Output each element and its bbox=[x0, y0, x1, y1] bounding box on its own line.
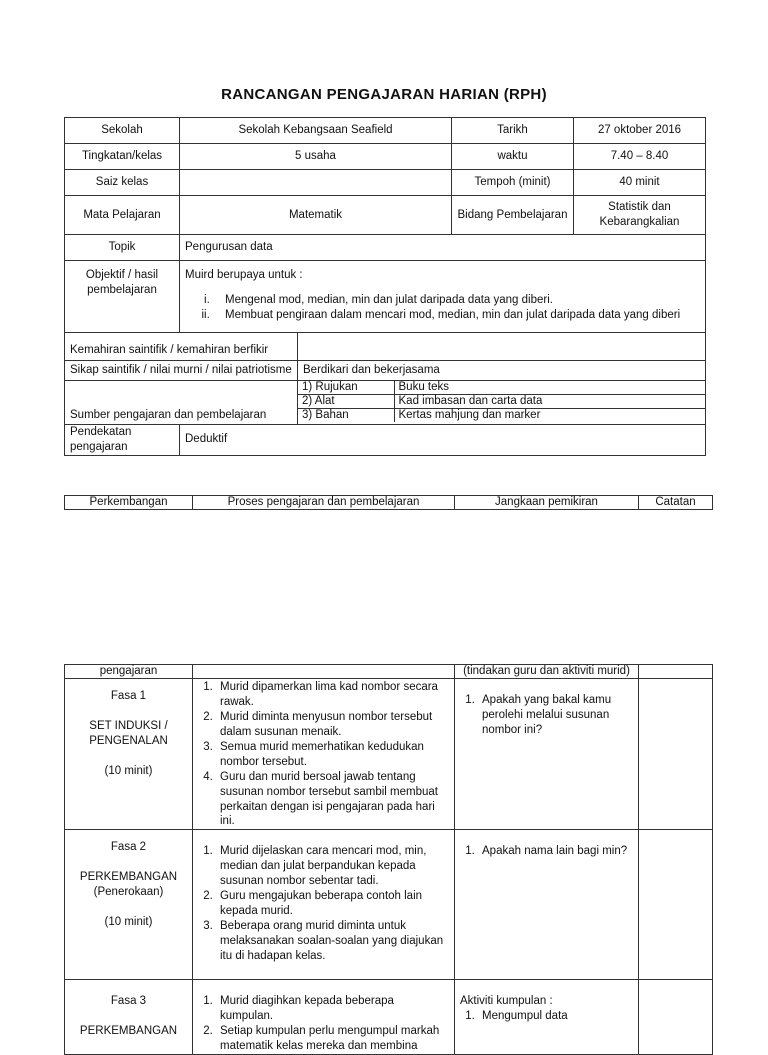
fasa-name: Fasa 2 bbox=[110, 841, 147, 854]
row-mata-pelajaran bbox=[65, 196, 706, 235]
subheader-empty bbox=[193, 665, 455, 679]
document-title: RANCANGAN PENGAJARAN HARIAN (RPH) bbox=[221, 86, 547, 103]
lesson-info-table bbox=[64, 117, 706, 456]
fasa-stage: SET INDUKSI / PENGENALAN bbox=[89, 719, 168, 747]
activity-header-table bbox=[64, 495, 713, 510]
thinking-item: 1. Apakah nama lain bagi min? bbox=[478, 844, 633, 859]
fasa-2-thinking bbox=[455, 830, 639, 980]
fasa-name: Fasa 3 bbox=[110, 995, 147, 1008]
tarikh-label: Tarikh bbox=[452, 118, 574, 144]
process-list bbox=[198, 844, 449, 964]
objektif-label: Objektif / hasil pembelajaran bbox=[65, 261, 180, 333]
process-item: 4. Guru dan murid bersoal jawab tentang susunan nombor tersebut sambil membuat perkaitan dengan isi pengajaran pada hari ini. bbox=[216, 770, 449, 830]
fasa-3-thinking bbox=[455, 980, 639, 1055]
row-objektif bbox=[65, 261, 706, 333]
tarikh-value: 27 oktober 2016 bbox=[574, 118, 706, 144]
sumber-item bbox=[298, 409, 705, 423]
row-sumber bbox=[65, 381, 706, 425]
row-kemahiran bbox=[65, 333, 706, 361]
header-perkembangan: Perkembangan bbox=[65, 496, 193, 510]
activity-table bbox=[64, 664, 713, 1055]
pendekatan-label: Pendekatan pengajaran bbox=[65, 425, 180, 456]
thinking-intro: Aktiviti kumpulan : bbox=[460, 995, 553, 1008]
sikap-value: Berdikari dan bekerjasama bbox=[298, 361, 706, 381]
objektif-list bbox=[185, 293, 700, 323]
process-item: 2. Guru mengajukan beberapa contoh lain kepada murid. bbox=[216, 889, 449, 919]
mata-value: Matematik bbox=[180, 196, 452, 235]
process-item: 1. Murid dijelaskan cara mencari mod, min, median dan julat berpandukan kepada susunan nombor sebentar tadi. bbox=[216, 844, 449, 889]
fasa-1-thinking bbox=[455, 679, 639, 830]
fasa-3-catatan bbox=[639, 980, 713, 1055]
mata-label: Mata Pelajaran bbox=[65, 196, 180, 235]
fasa-time: (10 minit) bbox=[104, 764, 153, 777]
subheader-pengajaran: pengajaran bbox=[65, 665, 193, 679]
header-catatan: Catatan bbox=[639, 496, 713, 510]
fasa-2-catatan bbox=[639, 830, 713, 980]
objektif-item: i. Mengenal mod, median, min dan julat daripada data yang diberi. bbox=[213, 293, 700, 308]
bidang-label: Bidang Pembelajaran bbox=[452, 196, 574, 235]
kemahiran-label: Kemahiran saintifik / kemahiran berfikir bbox=[65, 333, 298, 361]
topik-value: Pengurusan data bbox=[180, 235, 706, 261]
fasa-2-process bbox=[193, 830, 455, 980]
process-item: 3. Semua murid memerhatikan kedudukan nombor tersebut. bbox=[216, 740, 449, 770]
row-topik bbox=[65, 235, 706, 261]
sumber-list bbox=[298, 381, 705, 422]
waktu-value: 7.40 – 8.40 bbox=[574, 144, 706, 170]
fasa-1-process bbox=[193, 679, 455, 830]
tempoh-value: 40 minit bbox=[574, 170, 706, 196]
sekolah-label: Sekolah bbox=[65, 118, 180, 144]
sumber-item-value: Kertas mahjung dan marker bbox=[394, 409, 705, 423]
row-kelas bbox=[65, 144, 706, 170]
process-item: 1. Murid diagihkan kepada beberapa kumpulan. bbox=[216, 994, 449, 1024]
process-item: 1. Murid dipamerkan lima kad nombor secara rawak. bbox=[216, 680, 449, 710]
fasa-stage: PERKEMBANGAN bbox=[79, 871, 178, 884]
kelas-value: 5 usaha bbox=[180, 144, 452, 170]
pendekatan-value: Deduktif bbox=[180, 425, 706, 456]
sumber-item-name: 3) Bahan bbox=[298, 409, 394, 423]
process-item: 3. Beberapa orang murid diminta untuk melaksanakan soalan-soalan yang diajukan itu di hadapan kelas. bbox=[216, 919, 449, 964]
activity-header-row bbox=[65, 496, 713, 510]
sumber-item bbox=[298, 381, 705, 395]
fasa-2-label bbox=[65, 830, 193, 980]
fasa-1-row bbox=[65, 679, 713, 830]
thinking-list bbox=[460, 1009, 633, 1024]
fasa-1-catatan bbox=[639, 679, 713, 830]
subheader-catatan-empty bbox=[639, 665, 713, 679]
fasa-stage: PERKEMBANGAN bbox=[79, 1025, 178, 1038]
kelas-label: Tingkatan/kelas bbox=[65, 144, 180, 170]
row-saiz bbox=[65, 170, 706, 196]
kemahiran-value bbox=[298, 333, 706, 361]
saiz-value bbox=[180, 170, 452, 196]
fasa-2-row bbox=[65, 830, 713, 980]
saiz-label: Saiz kelas bbox=[65, 170, 180, 196]
row-sekolah bbox=[65, 118, 706, 144]
bidang-value: Statistik dan Kebarangkalian bbox=[574, 196, 706, 235]
thinking-item: 1. Apakah yang bakal kamu perolehi melalui susunan nombor ini? bbox=[478, 693, 633, 738]
sumber-item-name: 1) Rujukan bbox=[298, 381, 394, 395]
sumber-item-value: Buku teks bbox=[394, 381, 705, 395]
process-list bbox=[198, 994, 449, 1054]
sumber-item bbox=[298, 395, 705, 409]
sumber-content bbox=[298, 381, 706, 425]
fasa-3-row bbox=[65, 980, 713, 1055]
header-proses: Proses pengajaran dan pembelajaran bbox=[193, 496, 455, 510]
sekolah-value: Sekolah Kebangsaan Seafield bbox=[180, 118, 452, 144]
thinking-item: 1. Mengumpul data bbox=[478, 1009, 633, 1024]
activity-subheader-row bbox=[65, 665, 713, 679]
row-sikap bbox=[65, 361, 706, 381]
process-item: 2. Murid diminta menyusun nombor tersebut dalam susunan menaik. bbox=[216, 710, 449, 740]
sikap-label: Sikap saintifik / nilai murni / nilai patriotisme bbox=[65, 361, 298, 381]
tempoh-label: Tempoh (minit) bbox=[452, 170, 574, 196]
objektif-item: ii. Membuat pengiraan dalam mencari mod, median, min dan julat daripada data yang diberi bbox=[213, 308, 700, 323]
process-item: 2. Setiap kumpulan perlu mengumpul markah matematik kelas mereka dan membina bbox=[216, 1024, 449, 1054]
header-jangkaan: Jangkaan pemikiran bbox=[455, 496, 639, 510]
fasa-time: (10 minit) bbox=[104, 916, 153, 929]
objektif-intro: Muird berupaya untuk : bbox=[185, 269, 303, 281]
thinking-list bbox=[460, 693, 633, 738]
fasa-1-label bbox=[65, 679, 193, 830]
fasa-3-label bbox=[65, 980, 193, 1055]
thinking-list bbox=[460, 844, 633, 859]
sumber-item-value: Kad imbasan dan carta data bbox=[394, 395, 705, 409]
waktu-label: waktu bbox=[452, 144, 574, 170]
sumber-item-name: 2) Alat bbox=[298, 395, 394, 409]
fasa-name: Fasa 1 bbox=[110, 690, 147, 702]
sumber-label: Sumber pengajaran dan pembelajaran bbox=[65, 381, 298, 425]
topik-label: Topik bbox=[65, 235, 180, 261]
objektif-content bbox=[180, 261, 706, 333]
fasa-substage: (Penerokaan) bbox=[93, 886, 164, 899]
row-pendekatan bbox=[65, 425, 706, 456]
subheader-tindakan: (tindakan guru dan aktiviti murid) bbox=[455, 665, 639, 679]
fasa-3-process bbox=[193, 980, 455, 1055]
process-list bbox=[198, 680, 449, 829]
